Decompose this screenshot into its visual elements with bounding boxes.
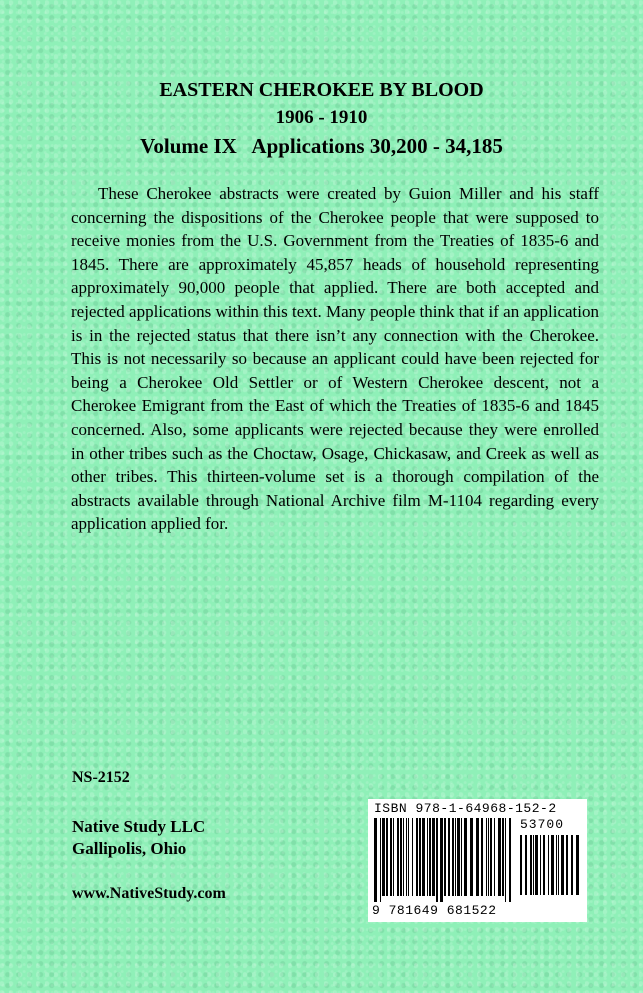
description-paragraph: These Cherokee abstracts were created by Guion Miller and his staff concerning the dispositions of the Cherokee people that were supposed to receive monies from the U.S. Government from the Treaties of 1835-6 and 1845. There are approximately 45,857 heads of household representing approximately 90,000 people that applied. There are both accepted and rejected applications within this text. Many people think that if an application is in the rejected status that there isn’t any connection with the Cherokee. This is not necessarily so because an applicant could have been rejected for being a Cherokee Old Settler or of Western Cherokee descent, not a Cherokee Emigrant from the East of which the Treaties of 1835-6 and 1845 concerned. Also, some applicants were rejected because they were enrolled in other tribes such as the Choctaw, Osage, Chickasaw, and Creek as well as other tribes. This thirteen-volume set is a thorough compilation of the abstracts available through National Archive film M-1104 regarding every application applied for.: [71, 184, 599, 534]
barcode-bar: [566, 835, 568, 895]
barcode-bar: [408, 818, 409, 896]
barcode-bar: [397, 818, 399, 896]
barcode-bar: [464, 818, 467, 896]
barcode-bar: [571, 835, 573, 895]
barcode-bar: [416, 818, 418, 896]
title-block: [0, 76, 643, 160]
publisher-block: [72, 816, 205, 860]
barcode-bar: [533, 835, 534, 895]
barcode-bar: [412, 818, 413, 896]
ean-barcode-bars: [374, 818, 514, 902]
price-addon: 53700: [520, 817, 565, 832]
barcode-bar: [440, 818, 443, 902]
barcode-bar: [393, 818, 394, 896]
isbn-label: ISBN 978-1-64968-152-2: [374, 801, 557, 816]
barcode-bar: [498, 818, 501, 896]
barcode-bar: [419, 818, 421, 896]
barcode-bar: [505, 818, 506, 902]
barcode-bar: [400, 818, 402, 896]
barcode-bar: [535, 835, 538, 895]
barcode-bar: [455, 818, 456, 896]
barcode-bar: [448, 818, 450, 896]
publisher-name: Native Study LLC: [72, 817, 206, 836]
book-title: EASTERN CHEROKEE BY BLOOD: [159, 79, 484, 101]
date-range: 1906 - 1910: [275, 107, 368, 128]
barcode-bar: [403, 818, 404, 896]
barcode-bar: [461, 818, 462, 896]
barcode-bar: [520, 835, 522, 895]
barcode-bar: [481, 818, 483, 896]
barcode-bar: [576, 835, 579, 895]
barcode-bar: [561, 835, 564, 895]
barcode-bar: [436, 818, 438, 902]
barcode-bar: [551, 835, 554, 895]
barcode-bar: [374, 818, 377, 902]
barcode-bar: [380, 818, 381, 902]
barcode-bar: [429, 818, 431, 896]
publisher-location: Gallipolis, Ohio: [72, 839, 187, 858]
barcode-bar: [525, 835, 527, 895]
barcode-bar: [422, 818, 425, 896]
barcode-bar: [488, 818, 489, 896]
barcode-bar: [502, 818, 504, 896]
volume-info: Volume IX Applications 30,200 - 34,185: [140, 134, 503, 158]
barcode-bar: [509, 818, 511, 902]
barcode-bar: [558, 835, 559, 895]
barcode: [368, 799, 587, 922]
catalog-number: NS-2152: [72, 769, 130, 786]
barcode-bar: [494, 818, 495, 896]
barcode-bar: [386, 818, 388, 896]
barcode-bar: [548, 835, 549, 895]
barcode-bar: [452, 818, 454, 896]
barcode-bar: [476, 818, 479, 896]
barcode-bar: [427, 818, 428, 896]
barcode-bar: [390, 818, 392, 896]
barcode-bar: [556, 835, 557, 895]
barcode-bar: [432, 818, 435, 896]
barcode-bar: [543, 835, 545, 895]
barcode-bar: [486, 818, 487, 896]
website-url: www.NativeStudy.com: [72, 885, 226, 902]
barcode-bar: [530, 835, 532, 895]
barcode-bar: [406, 818, 407, 896]
barcode-bar: [540, 835, 541, 895]
barcode-digits: 9 781649 681522: [372, 903, 497, 918]
barcode-bar: [470, 818, 473, 896]
addon-barcode-bars: [520, 835, 580, 901]
barcode-bar: [444, 818, 446, 896]
barcode-bar: [382, 818, 385, 896]
barcode-bar: [457, 818, 460, 896]
barcode-bar: [490, 818, 492, 896]
